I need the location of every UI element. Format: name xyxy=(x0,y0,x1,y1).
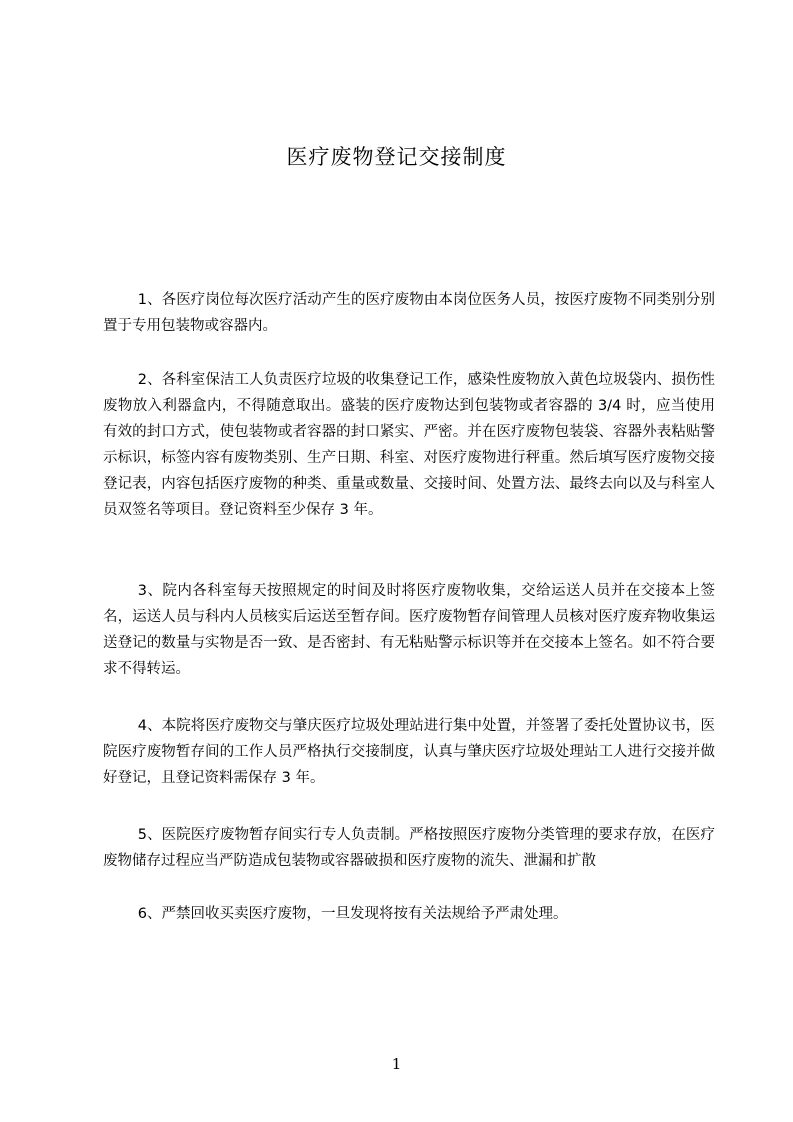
paragraph-1: 1、各医疗岗位每次医疗活动产生的医疗废物由本岗位医务人员，按医疗废物不同类别分别置于专用包装物或容器内。 xyxy=(103,292,715,334)
paragraph-5: 5、医院医疗废物暂存间实行专人负责制。严格按照医疗废物分类管理的要求存放，在医疗废物储存过程应当严防造成包装物或容器破损和医疗废物的流失、泄漏和扩散 xyxy=(103,827,715,869)
document-title: 医疗废物登记交接制度 xyxy=(286,145,507,169)
paragraph-3: 3、院内各科室每天按照规定的时间及时将医疗废物收集，交给运送人员并在交接本上签名，运送人员与科内人员核实后运送至暂存间。医疗废物暂存间管理人员核对医疗废弃物收集运送登记的数量与实物是否一致、是否密封、有无粘贴警示标识等并在交接本上签名。如不符合要求不得转运。 xyxy=(103,583,715,677)
paragraph-2: 2、各科室保洁工人负责医疗垃圾的收集登记工作，感染性废物放入黄色垃圾袋内、损伤性废物放入利器盒内，不得随意取出。盛装的医疗废物达到包装物或者容器的 3/4 时，应当使用有效的封口方式，使包装物或者容器的封口紧实、严密。并在医疗废物包装袋、容器外表粘贴警示标识，标签内容有废物类别、生产日期、科室、对医疗废物进行秤重。然后填写医疗废物交接登记表，内容包括医疗废物的种类、重量或数量、交接时间、处置方法、最终去向以及与科室人员双签名等项目。登记资料至少保存 3 年。 xyxy=(103,372,715,518)
page-number: 1 xyxy=(391,1055,402,1073)
paragraph-6: 6、严禁回收买卖医疗废物，一旦发现将按有关法规给予严肃处理。 xyxy=(137,906,568,922)
paragraph-4: 4、本院将医疗废物交与肇庆医疗垃圾处理站进行集中处置，并签署了委托处置协议书，医院医疗废物暂存间的工作人员严格执行交接制度，认真与肇庆医疗垃圾处理站工人进行交接并做好登记，且登记资料需保存 3 年。 xyxy=(103,718,715,786)
